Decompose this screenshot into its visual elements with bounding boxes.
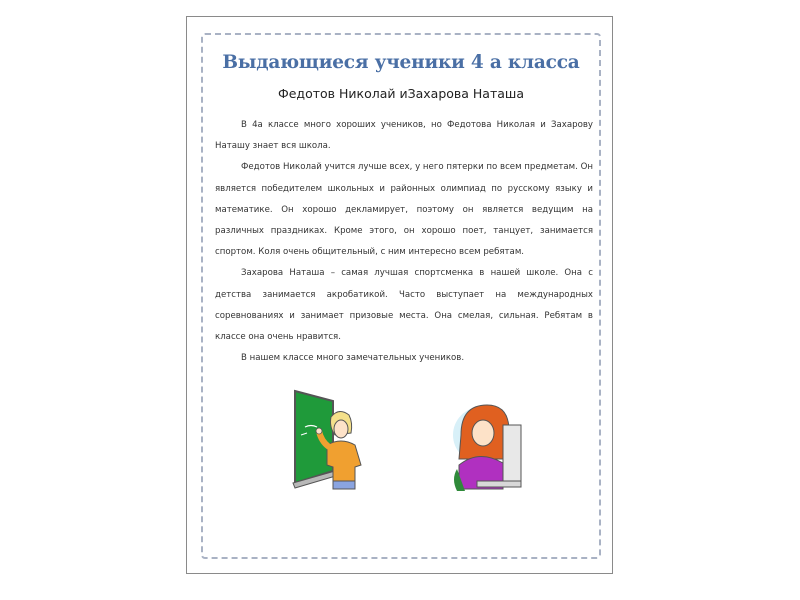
face (472, 420, 494, 446)
pants (333, 481, 355, 489)
paragraph: Захарова Наташа – самая лучшая спортсменка в нашей школе. Она с детства занимается акробатикой. Часто выступает на международных соревнованиях и занимает призовые места. Она смелая, сильная. Ребятам в классе она очень нравится. (215, 268, 593, 343)
document-body (215, 115, 593, 369)
paragraph: Федотов Николай учится лучше всех, у него пятерки по всем предметам. Он является победителем школьных и районных олимпиад по русскому языку и математике. Он хорошо декламирует, поэтому он является ведущим на различных праздниках. Кроме этого, он хорошо поет, танцует, занимается спортом. Коля очень общительный, с ним интересно всем ребятам. (215, 162, 593, 258)
document-title: Выдающиеся ученики 4 а класса (222, 52, 580, 73)
hand (316, 428, 322, 434)
computer-monitor (503, 425, 521, 481)
paragraph: В 4а классе много хороших учеников, но Федотова Николая и Захарову Наташу знает вся школа. (215, 120, 593, 152)
face (334, 420, 348, 438)
girl-at-computer-clipart (447, 395, 527, 495)
chalkboard (295, 391, 333, 483)
keyboard (477, 481, 521, 487)
student-at-chalkboard-clipart (289, 387, 379, 491)
document-page (186, 16, 613, 574)
document-subtitle: Федотов Николай иЗахарова Наташа (277, 86, 524, 101)
page-border-frame (201, 33, 601, 559)
paragraph: В нашем классе много замечательных учеников. (241, 353, 465, 364)
